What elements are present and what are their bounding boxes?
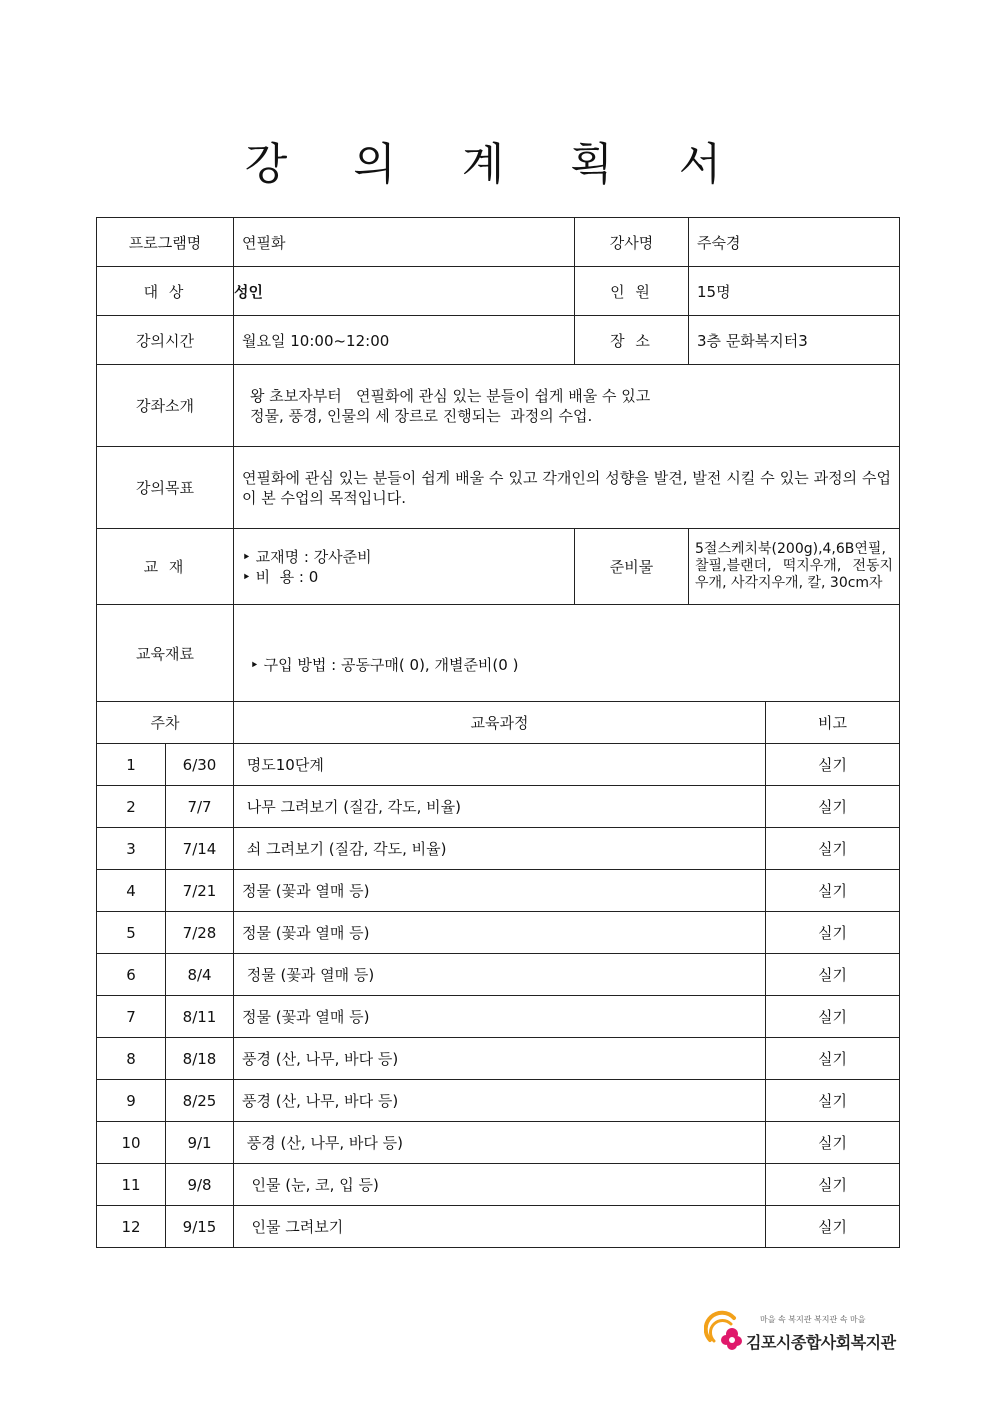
intro-label: 강좌소개 [97, 365, 234, 447]
course-content: 인물 그려보기 [234, 1206, 766, 1248]
week-number: 1 [97, 744, 166, 786]
capacity-label: 인 원 [575, 267, 689, 316]
week-date: 7/28 [166, 912, 234, 954]
week-date: 7/14 [166, 828, 234, 870]
instructor-value: 주숙경 [689, 218, 900, 267]
course-content: 풍경 (산, 나무, 바다 등) [234, 1038, 766, 1080]
course-content: 쇠 그려보기 (질감, 각도, 비율) [234, 828, 766, 870]
note-value: 실기 [766, 1122, 900, 1164]
week-number: 4 [97, 870, 166, 912]
note-value: 실기 [766, 912, 900, 954]
course-content: 인물 (눈, 코, 입 등) [234, 1164, 766, 1206]
table-row [97, 996, 900, 1038]
week-number: 6 [97, 954, 166, 996]
logo-name: 김포시종합사회복지관 [746, 1333, 896, 1352]
table-row [97, 828, 900, 870]
row-time [97, 316, 900, 365]
schedule-header [97, 702, 900, 744]
table-row [97, 912, 900, 954]
instructor-label: 강사명 [575, 218, 689, 267]
note-value: 실기 [766, 1038, 900, 1080]
supplies-label: 준비물 [575, 529, 689, 605]
note-value: 실기 [766, 828, 900, 870]
table-row [97, 786, 900, 828]
textbook-name: ‣ 교재명 : 강사준비 [242, 547, 372, 566]
course-content: 정물 (꽃과 열매 등) [234, 870, 766, 912]
week-date: 6/30 [166, 744, 234, 786]
week-number: 2 [97, 786, 166, 828]
course-content: 풍경 (산, 나무, 바다 등) [234, 1122, 766, 1164]
supplies-value: 5절스케치북(200g),4,6B연필, 찰필,블랜더, 떡지우개, 전동지우개, 사각지우개, 칼, 30cm자 [689, 529, 900, 605]
week-number: 3 [97, 828, 166, 870]
table-row [97, 954, 900, 996]
week-number: 7 [97, 996, 166, 1038]
table-row [97, 744, 900, 786]
materials-label: 교육재료 [97, 605, 234, 702]
target-value: 성인 [234, 267, 575, 316]
goal-text: 연필화에 관심 있는 분들이 쉽게 배울 수 있고 각개인의 성향을 발견, 발전 시킬 수 있는 과정의 수업 이 본 수업의 목적입니다. [234, 447, 900, 529]
week-number: 11 [97, 1164, 166, 1206]
table-row [97, 1122, 900, 1164]
table-row [97, 1206, 900, 1248]
course-content: 정물 (꽃과 열매 등) [234, 912, 766, 954]
table-row [97, 1038, 900, 1080]
row-program [97, 218, 900, 267]
week-date: 9/8 [166, 1164, 234, 1206]
week-number: 10 [97, 1122, 166, 1164]
materials-value: ‣ 구입 방법 : 공동구매( 0), 개별준비(0 ) [234, 605, 900, 702]
table-row [97, 1080, 900, 1122]
logo-tagline: 마을 속 복지관 복지관 속 마을 [760, 1315, 866, 1324]
time-label: 강의시간 [97, 316, 234, 365]
row-intro [97, 365, 900, 447]
course-content: 풍경 (산, 나무, 바다 등) [234, 1080, 766, 1122]
week-date: 8/18 [166, 1038, 234, 1080]
week-date: 9/1 [166, 1122, 234, 1164]
target-label: 대 상 [97, 267, 234, 316]
textbook-info [234, 529, 575, 605]
table-row [97, 1164, 900, 1206]
organization-logo [704, 1310, 904, 1354]
note-value: 실기 [766, 1164, 900, 1206]
week-date: 8/4 [166, 954, 234, 996]
goal-label: 강의목표 [97, 447, 234, 529]
note-value: 실기 [766, 744, 900, 786]
table-row [97, 870, 900, 912]
intro-line-2: 정물, 풍경, 인물의 세 장르로 진행되는 과정의 수업. [250, 406, 593, 425]
note-value: 실기 [766, 996, 900, 1038]
flower-logo-icon [704, 1310, 748, 1354]
note-value: 실기 [766, 786, 900, 828]
intro-text [234, 365, 900, 447]
textbook-cost: ‣ 비 용 : 0 [242, 567, 319, 586]
course-content: 나무 그려보기 (질감, 각도, 비율) [234, 786, 766, 828]
course-content: 정물 (꽃과 열매 등) [234, 954, 766, 996]
capacity-value: 15명 [689, 267, 900, 316]
note-header: 비고 [766, 702, 900, 744]
intro-line-1: 왕 초보자부터 연필화에 관심 있는 분들이 쉽게 배울 수 있고 [250, 386, 651, 405]
course-content: 정물 (꽃과 열매 등) [234, 996, 766, 1038]
week-header: 주차 [97, 702, 234, 744]
week-date: 8/11 [166, 996, 234, 1038]
row-target [97, 267, 900, 316]
place-label: 장 소 [575, 316, 689, 365]
time-value: 월요일 10:00~12:00 [234, 316, 575, 365]
course-header: 교육과정 [234, 702, 766, 744]
week-number: 5 [97, 912, 166, 954]
textbook-label: 교 재 [97, 529, 234, 605]
week-number: 12 [97, 1206, 166, 1248]
row-goal [97, 447, 900, 529]
week-date: 8/25 [166, 1080, 234, 1122]
note-value: 실기 [766, 1080, 900, 1122]
row-textbook [97, 529, 900, 605]
note-value: 실기 [766, 1206, 900, 1248]
program-label: 프로그램명 [97, 218, 234, 267]
page-title: 강 의 계 획 서 [244, 139, 748, 190]
week-date: 9/15 [166, 1206, 234, 1248]
program-value: 연필화 [234, 218, 575, 267]
note-value: 실기 [766, 954, 900, 996]
week-number: 8 [97, 1038, 166, 1080]
place-value: 3층 문화복지터3 [689, 316, 900, 365]
week-number: 9 [97, 1080, 166, 1122]
lecture-plan-table [96, 217, 900, 1248]
course-content: 명도10단계 [234, 744, 766, 786]
week-date: 7/7 [166, 786, 234, 828]
row-materials [97, 605, 900, 702]
note-value: 실기 [766, 870, 900, 912]
week-date: 7/21 [166, 870, 234, 912]
